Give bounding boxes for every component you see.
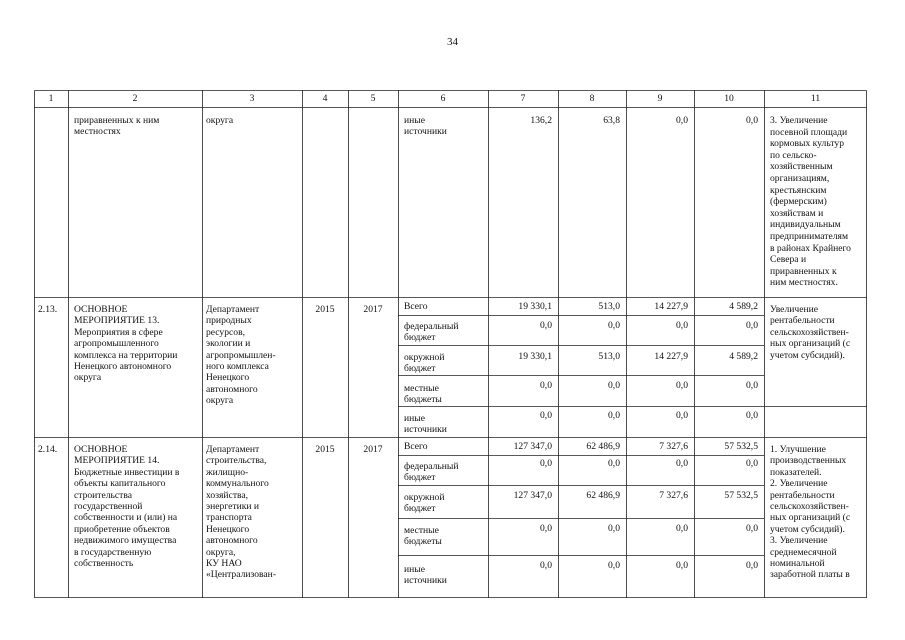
cont-value-10: 0,0 (746, 115, 758, 126)
measure-214-end: 2017 (363, 444, 383, 455)
measure-213-local-v8: 0,0 (608, 380, 620, 391)
measure-213-federal-v9: 0,0 (676, 320, 688, 331)
measure-213-result: Увеличение рентабельности сельскохозяйствен- ных организаций (с учетом субсидий). (770, 304, 851, 361)
measure-214-regional-v8: 62 486,9 (586, 490, 620, 501)
measure-214-source-other: иные источники (404, 564, 447, 587)
measure-213-regional-v9: 14 227,9 (654, 351, 688, 362)
measure-214-start: 2015 (315, 444, 335, 455)
header-col-6: 6 (440, 93, 446, 104)
measure-214-source-federal: федеральный бюджет (404, 461, 459, 484)
measure-213-total-v7: 19 330,1 (518, 301, 552, 312)
measure-214-source-total: Всего (404, 441, 428, 452)
program-table (34, 90, 867, 598)
measure-213-local-v9: 0,0 (676, 380, 688, 391)
measure-213-other-v10: 0,0 (746, 410, 758, 421)
measure-213-federal-v7: 0,0 (540, 320, 552, 331)
measure-213-total-v9: 14 227,9 (654, 301, 688, 312)
measure-214-number: 2.14. (38, 444, 58, 455)
measure-214-federal-v9: 0,0 (676, 458, 688, 469)
measure-214-executor: Департамент строительства, жилищно- коммунального хозяйства, энергетики и транспорта Ненецкого автономного округа, КУ НАО «Централизован- (206, 444, 277, 581)
measure-213-regional-v8: 513,0 (598, 351, 620, 362)
measure-214-total-v7: 127 347,0 (513, 441, 552, 452)
measure-213-source-total: Всего (404, 301, 428, 312)
measure-213-other-v7: 0,0 (540, 410, 552, 421)
header-col-8: 8 (589, 93, 595, 104)
measure-214-total-v8: 62 486,9 (586, 441, 620, 452)
measure-213-source-other: иные источники (404, 413, 447, 436)
measure-213-total-v10: 4 589,2 (729, 301, 758, 312)
measure-213-federal-v10: 0,0 (746, 320, 758, 331)
measure-214-regional-v7: 127 347,0 (513, 490, 552, 501)
measure-214-other-v10: 0,0 (746, 560, 758, 571)
cont-executor-text: округа (206, 115, 234, 126)
measure-214-local-v7: 0,0 (540, 523, 552, 534)
measure-214-federal-v7: 0,0 (540, 458, 552, 469)
header-col-11: 11 (810, 93, 821, 104)
header-col-5: 5 (370, 93, 376, 104)
measure-214-other-v9: 0,0 (676, 560, 688, 571)
measure-214-title: ОСНОВНОЕ МЕРОПРИЯТИЕ 14. Бюджетные инвестиции в объекты капитального строительства государственной собственности и (или) на приобретение объектов недвижимого имущества в государственную собственность (74, 444, 180, 570)
measure-214-total-v9: 7 327,6 (659, 441, 688, 452)
measure-214-other-v8: 0,0 (608, 560, 620, 571)
cont-source: иные источники (404, 115, 447, 138)
measure-213-local-v10: 0,0 (746, 380, 758, 391)
measure-213-end: 2017 (363, 304, 383, 315)
header-col-7: 7 (520, 93, 526, 104)
measure-214-other-v7: 0,0 (540, 560, 552, 571)
measure-213-total-v8: 513,0 (598, 301, 620, 312)
measure-213-start: 2015 (315, 304, 335, 315)
measure-213-federal-v8: 0,0 (608, 320, 620, 331)
measure-213-regional-v7: 19 330,1 (518, 351, 552, 362)
cont-result-text: 3. Увеличение посевной площади кормовых культур по сельско- хозяйственным организациям, крестьянским (фермерским) хозяйствам и индивидуальным предпринимателям в районах Крайнего Севера и приравненных к ним местностях. (770, 115, 851, 289)
measure-214-federal-v10: 0,0 (746, 458, 758, 469)
measure-213-title: ОСНОВНОЕ МЕРОПРИЯТИЕ 13. Мероприятия в сфере агропромышленного комплекса на территории Ненецкого автономного округа (74, 304, 178, 384)
measure-214-result: 1. Улучшение производственных показателей. 2. Увеличение рентабельности сельскохозяйствен- ных организаций (с учетом субсидий). 3. Увеличение среднемесячной номинальной заработной платы в (770, 444, 851, 581)
measure-214-source-local: местные бюджеты (404, 525, 442, 548)
measure-213-executor: Департамент природных ресурсов, экологии и агропромышлен- ного комплекса Ненецкого автономного округа (206, 304, 276, 407)
header-col-10: 10 (724, 93, 734, 104)
measure-214-local-v8: 0,0 (608, 523, 620, 534)
header-col-3: 3 (249, 93, 255, 104)
header-col-9: 9 (657, 93, 663, 104)
measure-213-other-v8: 0,0 (608, 410, 620, 421)
cont-measure-text: приравненных к ним местностях (74, 115, 160, 138)
measure-213-regional-v10: 4 589,2 (729, 351, 758, 362)
cont-value-9: 0,0 (676, 115, 688, 126)
measure-213-source-federal: федеральный бюджет (404, 321, 459, 344)
header-col-4: 4 (322, 93, 328, 104)
header-col-1: 1 (48, 93, 54, 104)
measure-213-other-v9: 0,0 (676, 410, 688, 421)
header-col-2: 2 (132, 93, 138, 104)
measure-214-local-v9: 0,0 (676, 523, 688, 534)
measure-214-local-v10: 0,0 (746, 523, 758, 534)
measure-213-local-v7: 0,0 (540, 380, 552, 391)
measure-214-regional-v9: 7 327,6 (659, 490, 688, 501)
measure-214-regional-v10: 57 532,5 (724, 490, 758, 501)
page-number: 34 (447, 36, 458, 48)
measure-213-source-regional: окружной бюджет (404, 352, 445, 375)
measure-213-number: 2.13. (38, 304, 58, 315)
measure-214-source-regional: окружной бюджет (404, 492, 445, 515)
cont-value-8: 63,8 (603, 115, 620, 126)
measure-213-source-local: местные бюджеты (404, 383, 442, 406)
measure-214-federal-v8: 0,0 (608, 458, 620, 469)
measure-214-total-v10: 57 532,5 (724, 441, 758, 452)
cont-value-7: 136,2 (530, 115, 552, 126)
